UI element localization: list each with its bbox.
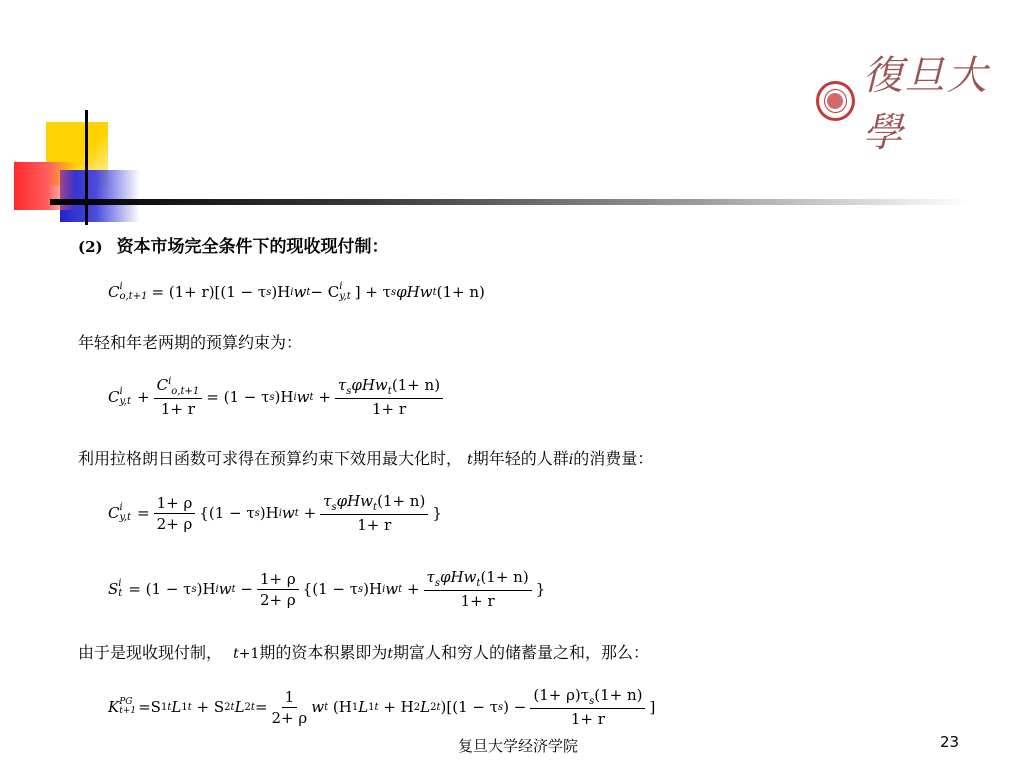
eq4-lhs: S	[108, 580, 119, 598]
eq5-eq2: =	[254, 698, 268, 716]
eq5-mid3: + H	[383, 698, 414, 716]
eq4-body3: w	[385, 580, 399, 598]
section-heading	[78, 232, 389, 257]
eq5-close: ]	[649, 698, 656, 716]
section-title: 资本市场完全条件下的现收现付制：	[116, 237, 389, 257]
university-seal-icon	[816, 81, 855, 121]
footer-institution: 复旦大学经济学院	[458, 737, 579, 755]
eq3-frac2-num: τ	[323, 492, 332, 510]
eq4-frac2: $\frac{\tau_s\varphi Hw_t(1+ n)}{1+ r}$	[424, 568, 532, 610]
eq4-rhs: = (1 − τ	[128, 580, 192, 598]
eq5-frac2-den: 1+ r	[570, 710, 605, 728]
eq5-eq1: =S	[138, 698, 161, 716]
university-logo	[816, 44, 1024, 158]
eq5-frac1-num: 1	[282, 688, 298, 708]
eq4-frac2-num2: φHw	[439, 568, 477, 586]
eq4-frac1-den: 2+ ρ	[259, 590, 296, 609]
eq1-end: ] + τ	[354, 283, 391, 301]
eq4-close: }	[535, 580, 546, 598]
eq3-frac2: $\frac{\tau_s\varphi Hw_t(1+ n)}{1+ r}$	[320, 492, 428, 534]
eq3-frac1-num: 1+ ρ	[154, 494, 196, 514]
eq3-body3: w	[281, 504, 295, 522]
text-paygo	[78, 640, 649, 663]
eq2-frac1-den: 1+ r	[160, 400, 195, 418]
equation-old-consumption: C i o,t+1 = (1+ r)[(1 − τ s )H i w t − C i y,t ] + τ s φHw t (1+ n)	[108, 281, 485, 302]
eq2-frac2-num: τ	[337, 376, 347, 394]
text-paygo-mid: 期的资本积累即为	[259, 643, 388, 662]
section-number: (2)	[78, 238, 103, 256]
eq1-lhs: C	[108, 283, 120, 301]
eq2-frac2-num3: (1+ n)	[391, 376, 441, 394]
text-lagrange	[78, 446, 653, 469]
eq2-frac2: $\frac{\tau_s\varphi Hw_t(1+ n)}{1+ r}$	[335, 376, 443, 418]
eq4-frac2-num: τ	[426, 568, 435, 586]
eq5-frac1	[272, 688, 308, 727]
eq2-rhs: = (1 − τ	[206, 388, 270, 406]
eq1-w: w	[293, 283, 307, 301]
university-name: 復旦大學	[862, 53, 989, 156]
text-lagrange-mid: 期年轻的人群	[472, 449, 569, 468]
eq5-mid5: ) −	[503, 698, 527, 716]
decor-vertical-line	[85, 110, 88, 225]
eq4-frac2-den: 1+ r	[460, 592, 495, 610]
text-paygo-t: t	[233, 646, 239, 662]
text-lagrange-i: i	[568, 452, 574, 468]
eq5-mid2: (H	[332, 698, 352, 716]
eq3-frac2-num3: (1+ n)	[377, 492, 426, 510]
eq3-body: {(1 − τ	[199, 504, 255, 522]
eq3-frac2-num2: φHw	[336, 492, 374, 510]
text-paygo-plus: +1	[238, 646, 260, 662]
eq4-rhs2: )H	[196, 580, 216, 598]
eq5-frac2-num2: (1+ n)	[594, 686, 643, 704]
eq3-frac1-den: 2+ ρ	[156, 514, 193, 533]
equation-young-consumption: C i y,t = $\frac{1+ \rho}{2+ \rho}$ {(1 − τ s )H i w t + $\frac{\tau_s\varphi Hw_t(1+ n)}{1+ r}$ }	[108, 492, 442, 534]
text-lagrange-t: t	[467, 452, 473, 468]
text-budget-constraint: 年轻和年老两期的预算约束为：	[78, 333, 303, 352]
eq4-body2: )H	[363, 580, 383, 598]
eq1-phi: φHw	[396, 283, 433, 301]
eq4-frac2-num3: (1+ n)	[480, 568, 529, 586]
text-paygo-a: 由于是现收现付制，	[78, 643, 223, 662]
eq2-frac2-den: 1+ r	[371, 400, 406, 418]
eq3-frac2-den: 1+ r	[357, 516, 392, 534]
eq1-growth: (1+ n)	[436, 283, 485, 301]
text-paygo-end: 期富人和穷人的储蓄量之和，那么：	[393, 643, 650, 662]
eq5-mid4: )[(1 − τ	[440, 698, 499, 716]
eq5-frac2-num: (1+ ρ)τ	[533, 686, 590, 704]
eq5-w: w	[311, 698, 325, 716]
text-lagrange-end: 的消费量：	[573, 449, 654, 468]
eq4-frac1	[257, 570, 299, 609]
eq4-frac1-num: 1+ ρ	[257, 570, 299, 590]
eq2-frac1: $\frac{C^i_{o,t+1}}{1+ r}$	[154, 376, 203, 418]
eq5-frac1-den: 2+ ρ	[271, 708, 308, 727]
decor-title-rule	[50, 199, 970, 205]
eq2-rhs3: w	[296, 388, 310, 406]
page-number: 23	[940, 733, 960, 751]
eq2-frac1-num: C	[156, 376, 169, 394]
eq2-frac2-num2: φHw	[351, 376, 388, 394]
eq3-close: }	[432, 504, 442, 522]
eq1-rhs: = (1+ r)[(1 − τ	[151, 283, 267, 301]
eq4-body: {(1 − τ	[302, 580, 359, 598]
equation-capital-accumulation: K PG t+1 =S 1 t L 1 t + S 2 t L 2 t = $\frac{1}{2+ \rho}$ w t (H 1 L 1 t + H 2 L 2 t )[(1 − τ s ) − $\frac{(1+ \rho)\tau_s(1+ n)}{1+ r}$ ]	[108, 686, 656, 728]
eq4-rhs3: w	[218, 580, 232, 598]
eq4-minus: −	[240, 580, 253, 598]
eq3-body2: )H	[259, 504, 279, 522]
eq3-frac1	[154, 494, 196, 533]
equation-budget-constraint: C i y,t + $\frac{C^i_{o,t+1}}{1+ r}$ = (1 − τ s )H i w t + $\frac{\tau_s\varphi Hw_t(1+ n)}{1+ r}$	[108, 376, 447, 418]
text-lagrange-a: 利用拉格朗日函数可求得在预算约束下效用最大化时，	[78, 449, 463, 468]
eq1-c: − C	[310, 283, 340, 301]
eq2-rhs2: )H	[274, 388, 294, 406]
eq5-lhs: K	[108, 698, 120, 716]
equation-savings: S i t = (1 − τ s )H i w t − $\frac{1+ \rho}{2+ \rho}$ {(1 − τ s )H i w t + $\frac{\tau_s\varphi Hw_t(1+ n)}{1+ r}$ }	[108, 568, 546, 610]
eq5-plus: + S	[196, 698, 225, 716]
eq5-frac2: $\frac{(1+ \rho)\tau_s(1+ n)}{1+ r}$	[530, 686, 645, 728]
text-paygo-t2: t	[387, 646, 394, 662]
eq1-mid: )H	[271, 283, 291, 301]
